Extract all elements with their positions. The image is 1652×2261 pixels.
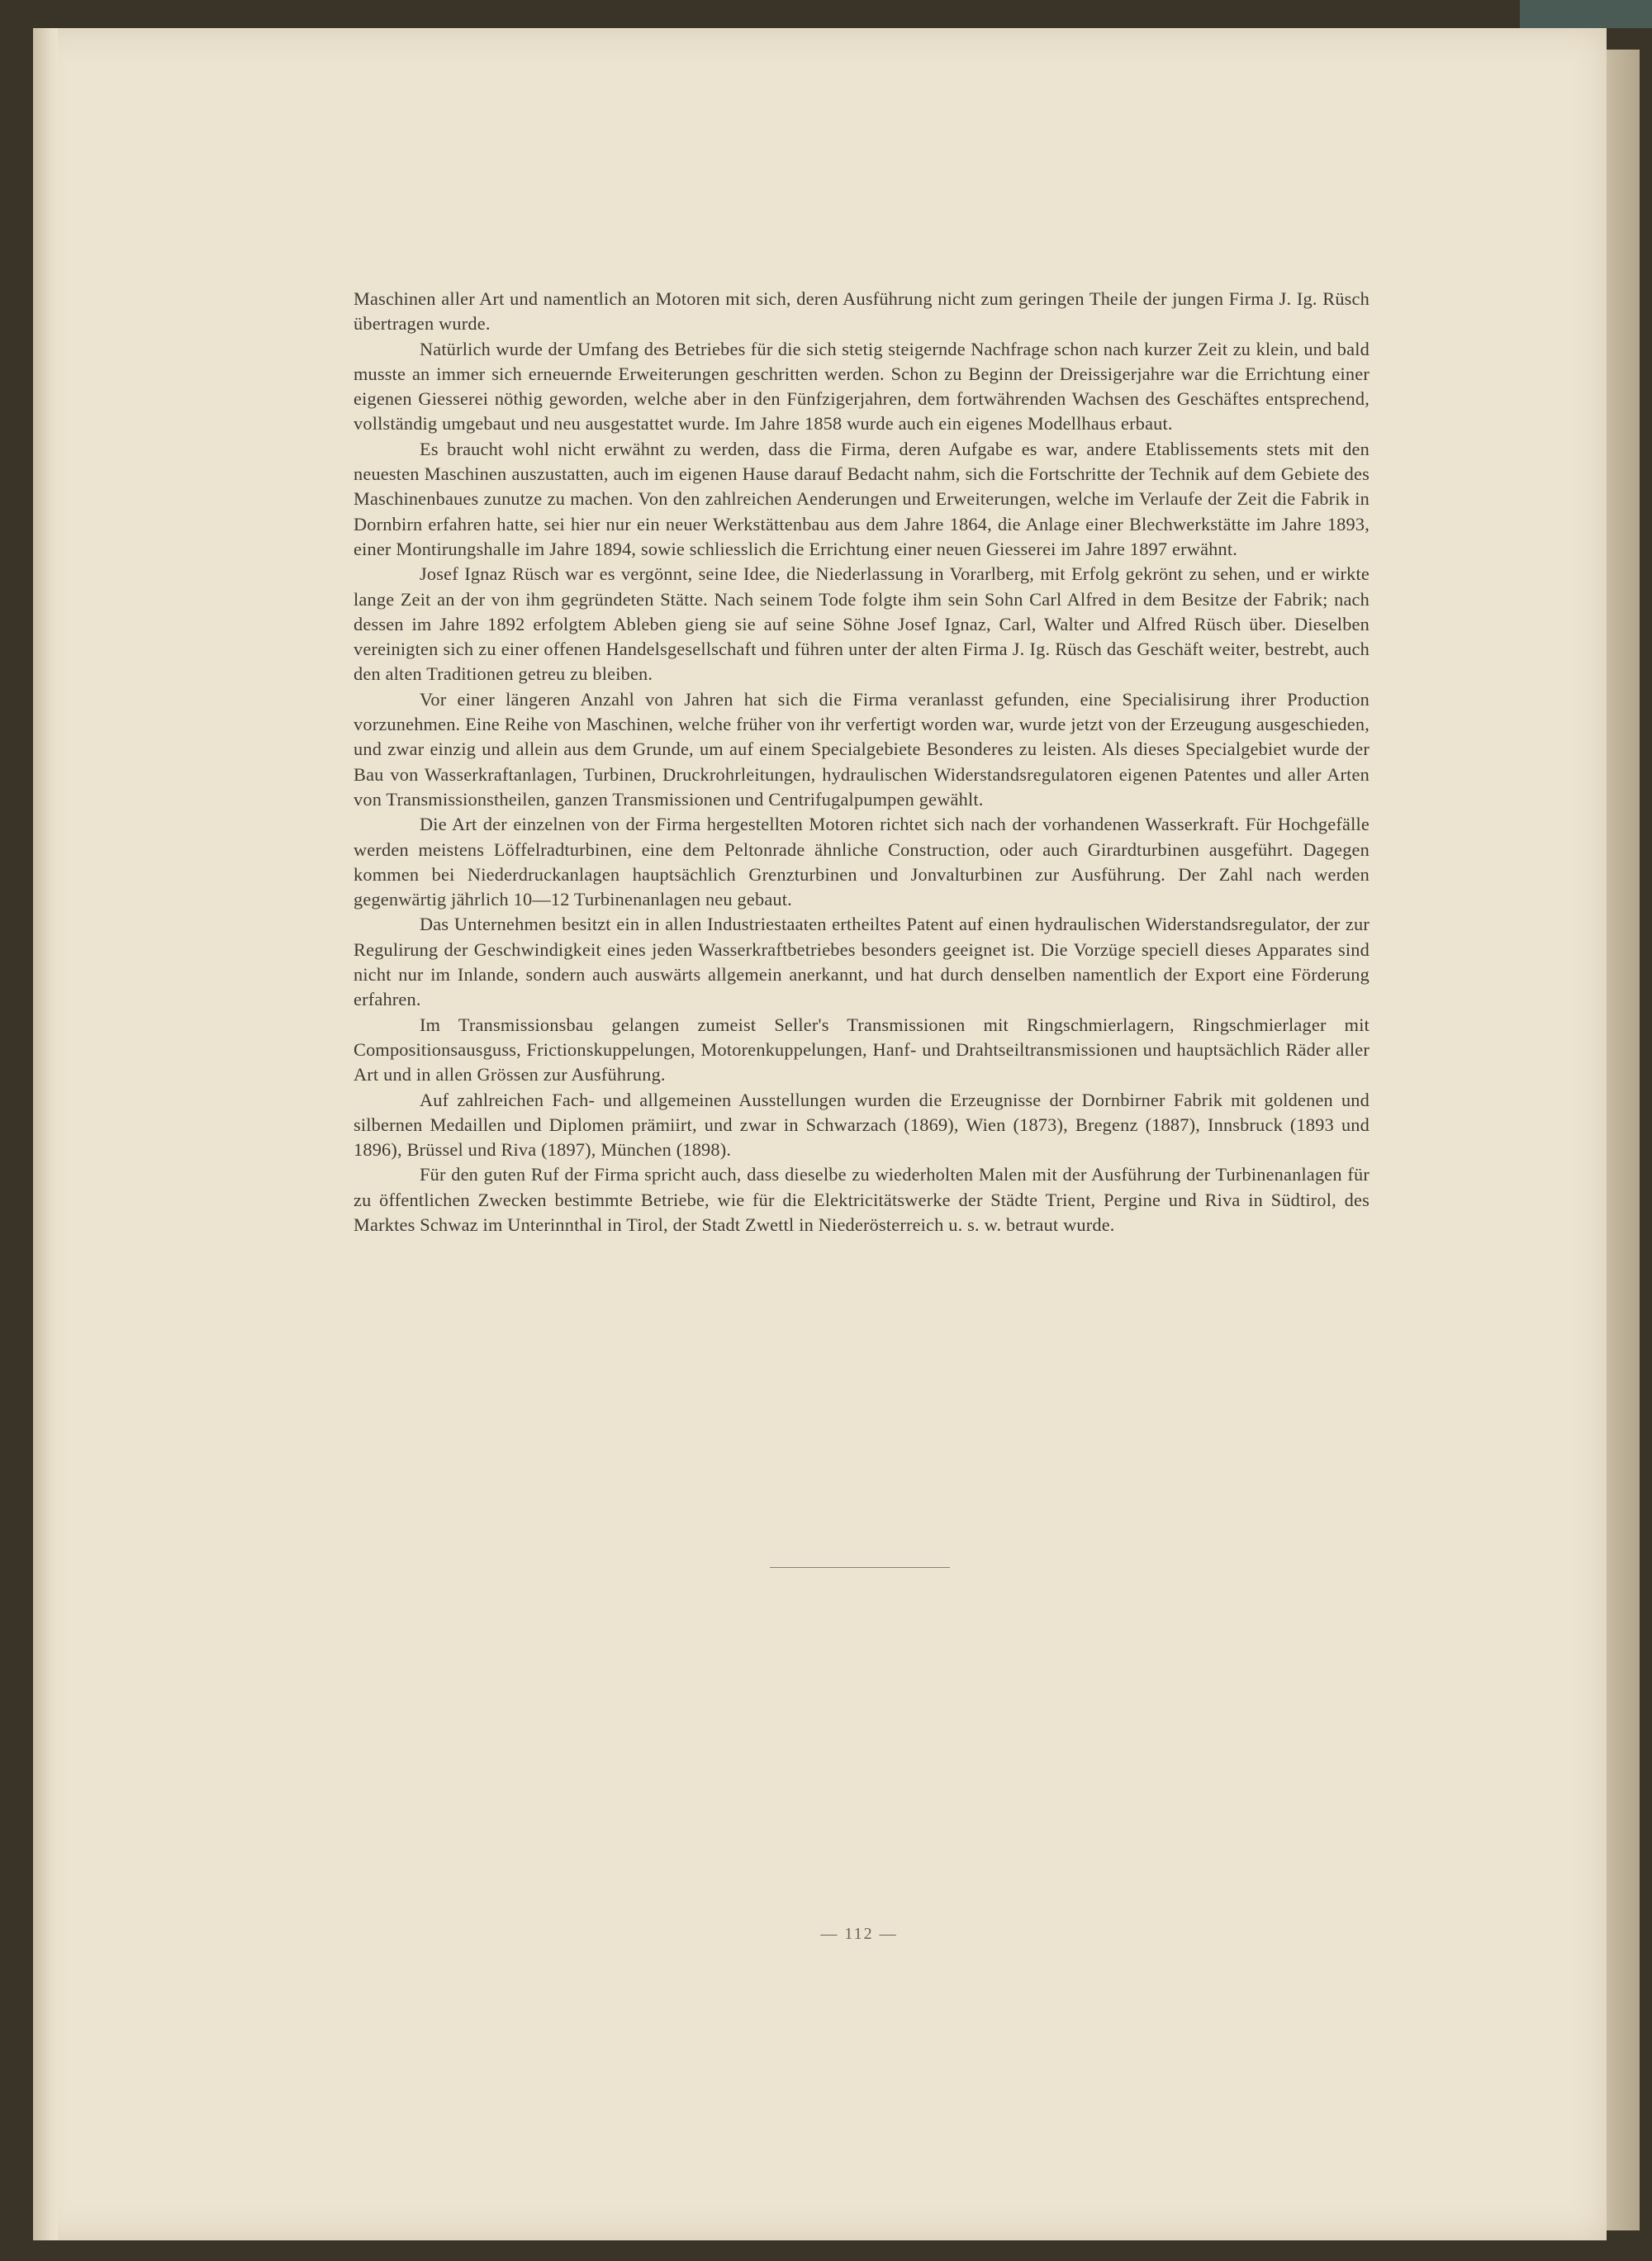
binding-tab (1520, 0, 1652, 28)
paragraph: Im Transmissionsbau gelangen zumeist Seller's Transmissionen mit Ringschmierlagern, Ringschmierlager mit Compositionsausguss, Frictionskuppelungen, Motorenkuppelungen, Hanf- und Drahtseiltransmissionen und hauptsächlich Räder aller Art und in allen Grössen zur Ausführung. (354, 1014, 1370, 1085)
paragraph: Vor einer längeren Anzahl von Jahren hat sich die Firma veranlasst gefunden, eine Specialisirung ihrer Production vorzunehmen. Eine Reihe von Maschinen, welche früher von ihr verfertigt worden war, wurde jetzt von der Erzeugung ausgeschieden, und zwar einzig und allein aus dem Grunde, um auf einem Specialgebiete Besonderes zu leisten. Als dieses Specialgebiet wurde der Bau von Wasserkraftanlagen, Turbinen, Druckrohrleitungen, hydraulischen Widerstandsregulatoren eigenen Patentes und aller Arten von Transmissionstheilen, ganzen Transmissionen und Centrifugalpumpen gewählt. (354, 688, 1370, 810)
paragraph: Auf zahlreichen Fach- und allgemeinen Ausstellungen wurden die Erzeugnisse der Dornbirner Fabrik mit goldenen und silbernen Medaillen und Diplomen prämiirt, und zwar in Schwarzach (1869), Wien (1873), Bregenz (1887), Innsbruck (1893 und 1896), Brüssel und Riva (1897), München (1898). (354, 1089, 1370, 1161)
paragraph: Das Unternehmen besitzt ein in allen Industriestaaten ertheiltes Patent auf einen hydraulischen Widerstandsregulator, der zur Regulirung der Geschwindigkeit eines jeden Wasserkraftbetriebes besonders geeignet ist. Die Vorzüge speciell dieses Apparates sind nicht nur im Inlande, sondern auch auswärts allgemein anerkannt, und hat durch denselben namentlich der Export eine Förderung erfahren. (354, 914, 1370, 1010)
page-number: — 112 — (820, 1925, 898, 1943)
section-end-rule (770, 1567, 950, 1568)
paragraph: Josef Ignaz Rüsch war es vergönnt, seine Idee, die Niederlassung in Vorarlberg, mit Erfolg gekrönt zu sehen, und er wirkte lange Zeit an der von ihm gegründeten Stätte. Nach seinem Tode folgte ihm sein Sohn Carl Alfred in dem Besitze der Fabrik; nach dessen im Jahre 1892 erfolgtem Ableben gieng sie auf seine Söhne Josef Ignaz, Carl, Walter und Alfred Rüsch über. Dieselben vereinigten sich zu einer offenen Handelsgesellschaft und führen unter der alten Firma J. Ig. Rüsch das Geschäft weiter, bestrebt, auch den alten Traditionen getreu zu bleiben. (354, 563, 1370, 685)
gutter-shadow (33, 28, 58, 2240)
paragraph: Natürlich wurde der Umfang des Betriebes für die sich stetig steigernde Nachfrage schon nach kurzer Zeit zu klein, und bald musste an immer sich erneuernde Erweiterungen geschritten werden. Schon zu Beginn der Dreissigerjahre war die Errichtung einer eigenen Giesserei nöthig geworden, welche aber in den Fünfzigerjahren, dem fortwährenden Wachsen des Geschäftes entsprechend, vollständig umgebaut und neu ausgestattet wurde. Im Jahre 1858 wurde auch ein eigenes Modellhaus erbaut. (354, 338, 1370, 435)
body-text (354, 287, 1370, 1237)
paragraph: Maschinen aller Art und namentlich an Motoren mit sich, deren Ausführung nicht zum geringen Theile der jungen Firma J. Ig. Rüsch übertragen wurde. (354, 288, 1370, 335)
paragraph: Die Art der einzelnen von der Firma hergestellten Motoren richtet sich nach der vorhandenen Wasserkraft. Für Hochgefälle werden meistens Löffelradturbinen, eine dem Peltonrade ähnliche Construction, oder auch Girardturbinen ausgeführt. Dagegen kommen bei Niederdruckanlagen hauptsächlich Grenzturbinen und Jonvalturbinen zur Ausführung. Der Zahl nach werden gegenwärtig jährlich 10—12 Turbinenanlagen neu gebaut. (354, 814, 1370, 910)
paragraph: Es braucht wohl nicht erwähnt zu werden, dass die Firma, deren Aufgabe es war, andere Etablissements stets mit den neuesten Maschinen auszustatten, auch im eigenen Hause darauf Bedacht nahm, sich die Fortschritte der Technik auf dem Gebiete des Maschinenbaues zunutze zu machen. Von den zahlreichen Aenderungen und Erweiterungen, welche im Verlaufe der Zeit die Fabrik in Dornbirn erfahren hatte, sei hier nur ein neuer Werkstättenbau aus dem Jahre 1864, die Anlage einer Blechwerkstätte im Jahre 1893, einer Montirungshalle im Jahre 1894, sowie schliesslich die Errichtung einer neuen Giesserei im Jahre 1897 erwähnt. (354, 438, 1370, 559)
paragraph: Für den guten Ruf der Firma spricht auch, dass dieselbe zu wiederholten Malen mit der Ausführung der Turbinenanlagen für zu öffentlichen Zwecken bestimmte Betriebe, wie für die Elektricitätswerke der Städte Trient, Pergine und Riva in Südtirol, des Marktes Schwaz im Unterinnthal in Tirol, der Stadt Zwettl in Niederösterreich u. s. w. betraut wurde. (354, 1164, 1370, 1235)
